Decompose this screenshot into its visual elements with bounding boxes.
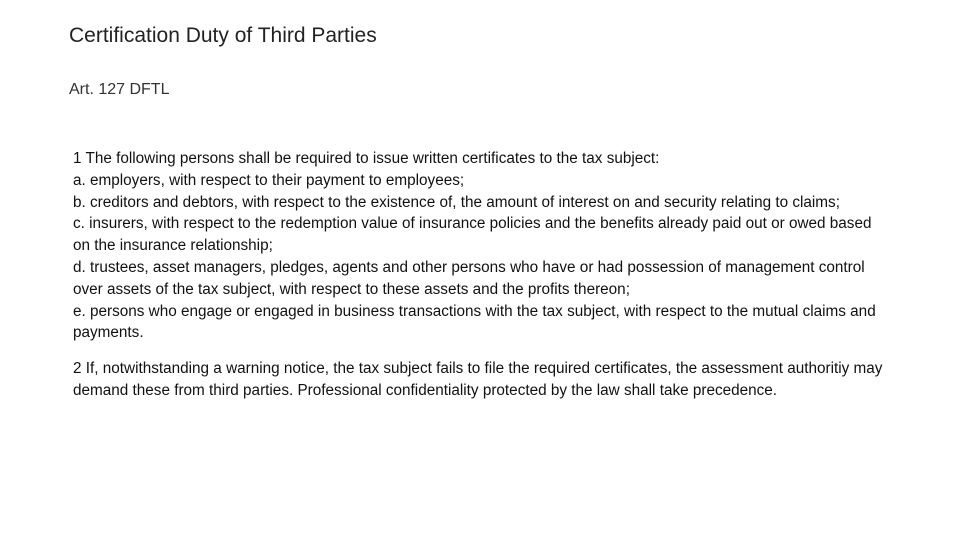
article-body	[73, 148, 891, 402]
list-item-b: b. creditors and debtors, with respect to the existence of, the amount of interest on and security relating to claims;	[73, 193, 840, 211]
slide-subtitle: Art. 127 DFTL	[69, 81, 170, 98]
paragraph-2: 2 If, notwithstanding a warning notice, the tax subject fails to file the required certificates, the assessment authoritiy may demand these from third parties. Professional confidentiality protected by the law shall take precedence.	[73, 360, 883, 399]
list-item-e: e. persons who engage or engaged in business transactions with the tax subject, with respect to the mutual claims and payments.	[73, 302, 876, 342]
list-item-a: a. employers, with respect to their payment to employees;	[73, 171, 465, 189]
paragraph-1-intro: 1 The following persons shall be required to issue written certificates to the tax subject:	[73, 150, 660, 167]
list-item-c: c. insurers, with respect to the redemption value of insurance policies and the benefits already paid out or owed based on the insurance relationship;	[73, 215, 872, 255]
slide-title: Certification Duty of Third Parties	[69, 24, 377, 47]
paragraph-1	[73, 148, 891, 344]
list-item-d: d. trustees, asset managers, pledges, agents and other persons who have or had possession of management control over assets of the tax subject, with respect to these assets and the profits thereon;	[73, 258, 865, 298]
